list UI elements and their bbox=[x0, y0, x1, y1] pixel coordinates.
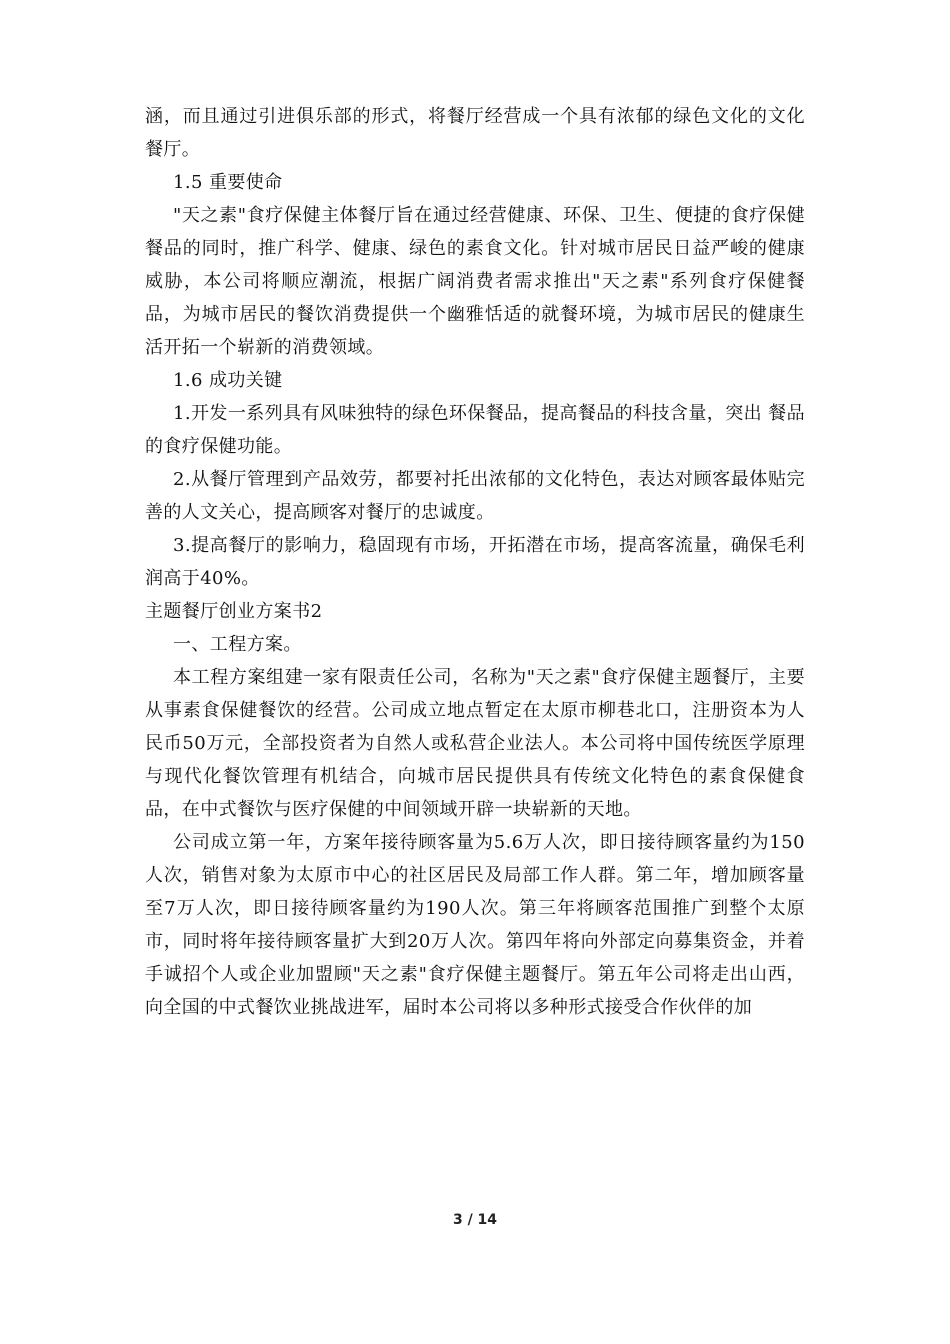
paragraph-mission: "天之素"食疗保健主体餐厅旨在通过经营健康、环保、卫生、便捷的食疗保健餐品的同时，推广科学、健康、绿色的素食文化。针对城市居民日益严峻的健康威胁，本公司将顺应潮流，根据广阔消费者需求推出"天之素"系列食疗保健餐品，为城市居民的餐饮消费提供一个幽雅恬适的就餐环境，为城市居民的健康生活开拓一个崭新的消费领域。 bbox=[145, 205, 805, 358]
document-title-2: 主题餐厅创业方案书2 bbox=[145, 601, 323, 622]
list-item-key-1: 1.开发一系列具有风味独特的绿色环保餐品，提高餐品的科技含量，突出 餐品的食疗保健功能。 bbox=[145, 403, 805, 457]
paragraph-plan-intro: 本工程方案组建一家有限责任公司，名称为"天之素"食疗保健主题餐厅，主要从事素食保健餐饮的经营。公司成立地点暂定在太原市柳巷北口，注册资本为人民币50万元，全部投资者为自然人或私营企业法人。本公司将中国传统医学原理与现代化餐饮管理有机结合，向城市居民提供具有传统文化特色的素食保健食品，在中式餐饮与医疗保健的中间领域开辟一块崭新的天地。 bbox=[145, 667, 805, 820]
document-body bbox=[145, 100, 805, 1024]
section-heading-mission: 1.5 重要使命 bbox=[173, 172, 283, 193]
paragraph-plan-growth: 公司成立第一年，方案年接待顾客量为5.6万人次，即日接待顾客量约为150人次，销售对象为太原市中心的社区居民及局部工作人群。第二年，增加顾客量至7万人次，即日接待顾客量约为190人次。第三年将顾客范围推广到整个太原市，同时将年接待顾客量扩大到20万人次。第四年将向外部定向募集资金，并着手诚招个人或企业加盟顾"天之素"食疗保健主题餐厅。第五年公司将走出山西，向全国的中式餐饮业挑战进军，届时本公司将以多种形式接受合作伙伴的加 bbox=[145, 832, 805, 1018]
section-heading-keys: 1.6 成功关键 bbox=[173, 370, 283, 391]
section-heading-plan: 一、工程方案。 bbox=[173, 634, 302, 655]
list-item-key-3: 3.提高餐厅的影响力，稳固现有市场，开拓潜在市场，提高客流量，确保毛利润高于40%。 bbox=[145, 535, 805, 589]
page-number: 3 / 14 bbox=[452, 1212, 498, 1228]
list-item-key-2: 2.从餐厅管理到产品效劳，都要衬托出浓郁的文化特色，表达对顾客最体贴完善的人文关心，提高顾客对餐厅的忠诚度。 bbox=[145, 469, 805, 523]
paragraph-continued: 涵，而且通过引进俱乐部的形式，将餐厅经营成一个具有浓郁的绿色文化的文化餐厅。 bbox=[145, 106, 805, 160]
